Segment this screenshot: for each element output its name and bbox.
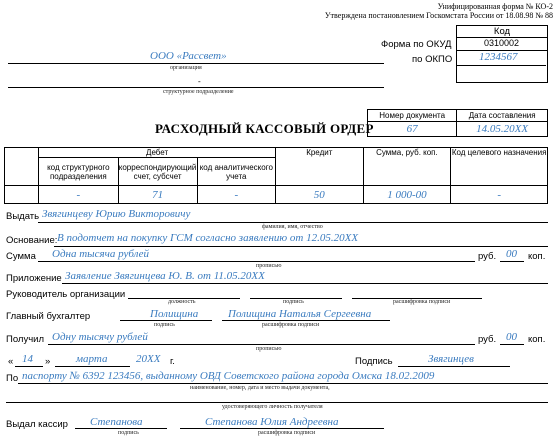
value-purpose: - [497,188,501,201]
rukovoditel-label: Руководитель организации [6,289,126,300]
buhgalter-podpis-caption: подпись [154,322,175,328]
okpo-box [456,50,548,83]
organization-caption: организация [170,65,202,71]
rukovoditel-podpis-caption: подпись [283,299,304,305]
doc-number-date-table [367,109,548,137]
po-label: По [6,373,19,384]
osnovanie-value: В подотчет на покупку ГСМ согласно заявлению от 12.05.20XX [57,232,359,244]
date-month: марта [76,353,108,365]
kassir-sign: Степанова [90,416,143,428]
form-line-2: Утверждена постановлением Госкомстата России от 18.08.98 № 88 [324,11,553,20]
date-day: 14 [22,353,33,365]
date-g: г. [170,356,175,367]
dolzhnost-caption: должность [168,299,196,305]
buhgalter-rasshifrovka-line [222,320,390,321]
osnovanie-label: Основание: [6,235,58,246]
kop2-value: 00 [506,331,517,343]
value-cell-analytic [197,186,276,204]
podpis-line [398,366,510,367]
doc-number-cell [368,122,457,137]
doc-number-label: Номер документа [368,110,457,122]
date-month-line [55,366,130,367]
value-account: 71 [152,188,164,201]
poluchil-caption: прописью [256,346,282,352]
podpis-label: Подпись [355,356,393,367]
buhgalter-podpis-line [120,320,212,321]
vydat-line [38,222,548,223]
summa-caption: прописью [256,263,282,269]
po-line [18,383,548,384]
kassir-podpis-line [75,428,167,429]
okud-box [456,37,548,51]
credit-header: Кредит [276,148,363,186]
sub-header-account: корреспондирующий счет, субсчет [118,158,197,186]
debit-header: Дебет [39,148,276,158]
okud-label: Форма по ОКУД [381,39,452,50]
okud-value: 0310002 [483,38,520,48]
summa-line [38,261,475,262]
summa-label: Сумма [6,251,36,262]
doc-date-label: Дата составления [457,110,548,122]
okpo-label: по ОКПО [412,54,453,65]
buhgalter-sign: Полищина [150,308,199,320]
udost-line [6,402,548,403]
blank-header-cell [5,148,39,186]
kop-label: коп. [528,251,546,262]
vydat-label: Выдать [6,211,40,222]
buhgalter-rasshifrovka-caption: расшифровка подписи [262,322,320,328]
kop-value: 00 [506,248,517,260]
kop2-label: коп. [528,334,546,345]
kop-line [500,261,524,262]
okpo-value: 1234567 [479,51,518,63]
po-value: паспорту № 6392 123456, выданному ОВД Советского района города Омска 18.02.2009 [22,370,435,382]
poluchil-line [48,344,475,345]
kassir-name: Степанова Юлия Андреевна [205,416,339,428]
date-open-quote: « [8,356,14,367]
value-cell-sum [363,186,451,204]
purpose-header: Код целевого назначения [451,148,548,186]
prilozhenie-value: Заявление Звягинцева Ю. В. от 11.05.20XX [65,270,265,282]
okpo-divider [457,65,546,66]
prilozhenie-label: Приложение [6,273,62,284]
value-cell-credit [276,186,363,204]
kassir-label: Выдал кассир [6,419,68,430]
buhgalter-label: Главный бухгалтер [6,311,91,322]
accounts-table [4,147,548,204]
sum-header: Сумма, руб. коп. [363,148,451,186]
rukovoditel-rasshifrovka-caption: расшифровка подписи [393,299,451,305]
kassir-rasshifrovka-caption: расшифровка подписи [258,430,316,436]
sub-header-analytic: код аналитического учета [197,158,276,186]
buhgalter-name: Полищина Наталья Сергеевна [228,308,372,320]
osnovanie-line [54,246,548,247]
prilozhenie-line [62,283,548,284]
udost-caption: удостоверяющего личность получателя [222,404,323,410]
poluchil-value: Одну тысячу рублей [52,331,148,343]
value-cell-purpose [451,186,548,204]
value-cell-structural [39,186,118,204]
kassir-podpis-caption: подпись [118,430,139,436]
rub-label: руб. [478,251,497,262]
value-sum: 1 000-00 [387,188,427,201]
doc-number-value: 67 [406,123,418,135]
poluchil-label: Получил [6,334,44,345]
po-caption: наименование, номер, дата и место выдачи документа, [190,385,330,391]
blank-value-cell [5,186,39,204]
subdivision-caption: структурное подразделение [163,89,234,95]
page-title: РАСХОДНЫЙ КАССОВЫЙ ОРДЕР [155,121,374,136]
podpis-value: Звягинцев [428,353,474,365]
rub2-label: руб. [478,334,497,345]
organization-name: ООО «Рассвет» [150,50,227,62]
kop2-line [500,344,524,345]
vydat-value: Звягинцеву Юрию Викторовичу [42,208,191,220]
value-analytic: - [234,188,239,201]
value-structural: - [76,188,81,201]
summa-value: Одна тысяча рублей [52,248,150,260]
subdivision-line [8,87,384,88]
value-credit: 50 [313,188,325,201]
date-close-quote: » [45,356,51,367]
vydat-caption: фамилия, имя, отчество [262,224,323,230]
subdivision-value: - [198,77,201,86]
doc-date-cell [457,122,548,137]
kassir-rasshifrovka-line [180,428,384,429]
kod-label: Код [493,26,511,37]
sub-header-structural: код структурного подразделения [39,158,118,186]
organization-line [8,63,384,64]
value-cell-account [118,186,197,204]
date-year: 20XX [136,353,161,365]
date-day-line [15,366,43,367]
form-line-1: Унифицированная форма № КО-2 [437,2,553,11]
doc-date-value: 14.05.20XX [476,123,529,135]
